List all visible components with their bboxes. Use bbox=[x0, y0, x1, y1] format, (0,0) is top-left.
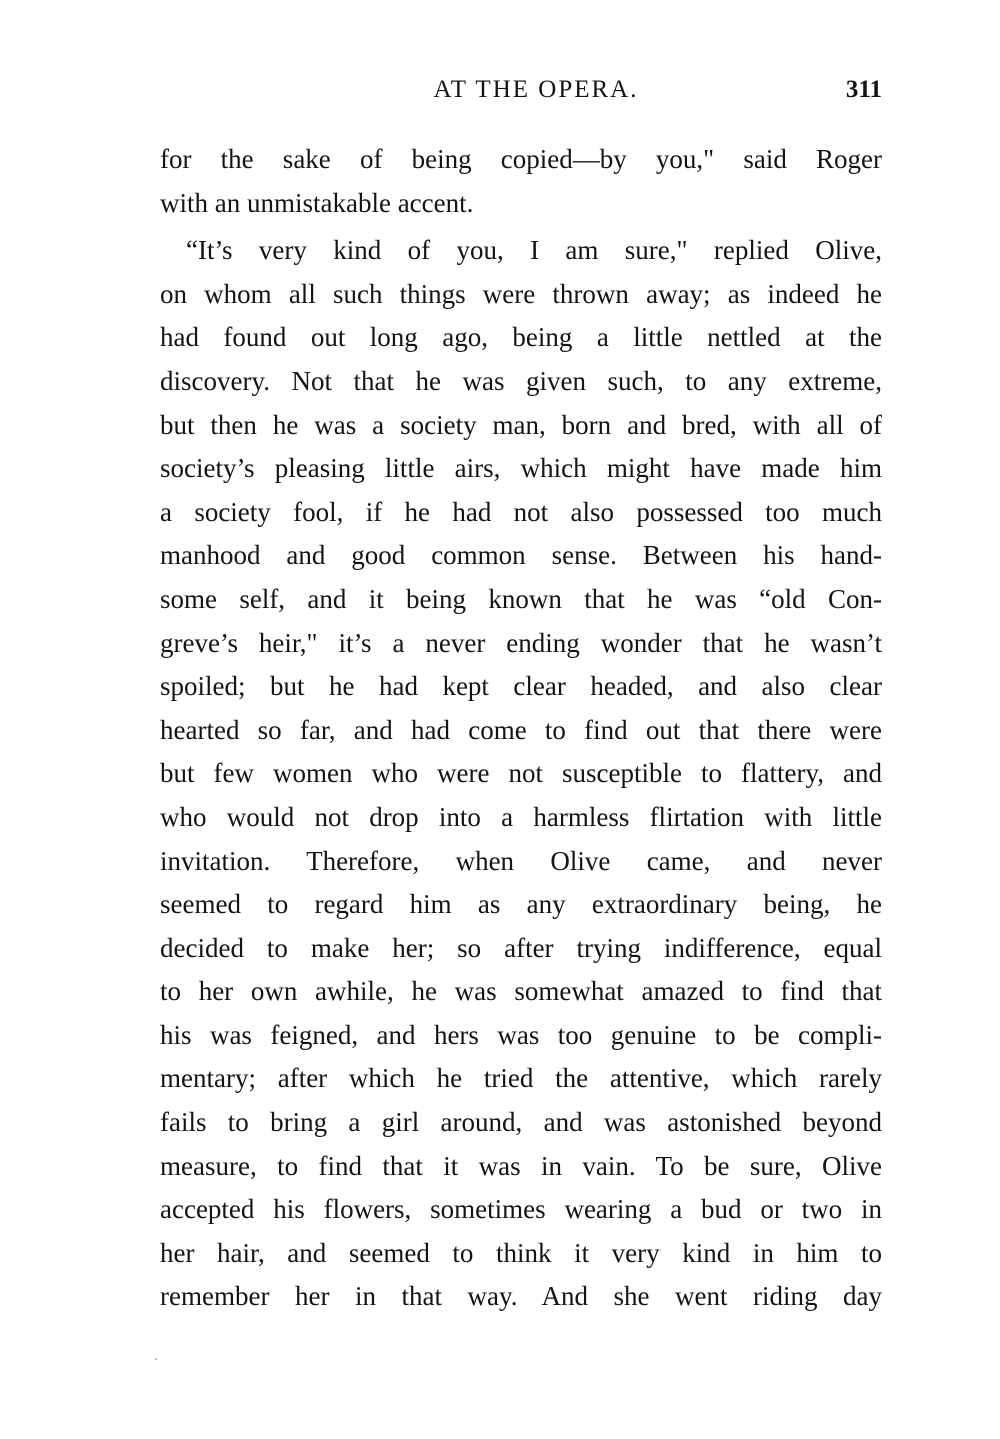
text-line: invitation. Therefore, when Olive came, and never bbox=[160, 845, 882, 876]
paper-speck bbox=[155, 1358, 157, 1360]
text-line: for the sake of being copied—by you," said Roger bbox=[160, 144, 882, 174]
text-line: a society fool, if he had not also possessed too much bbox=[160, 496, 882, 527]
paragraph bbox=[160, 138, 882, 225]
text-line: remember her in that way. And she went riding day bbox=[160, 1281, 882, 1312]
text-line: manhood and good common sense. Between his hand- bbox=[160, 540, 882, 571]
text-line: but then he was a society man, born and bred, with all of bbox=[160, 409, 882, 440]
text-line: accepted his flowers, sometimes wearing a bud or two in bbox=[160, 1194, 882, 1225]
text-line: discovery. Not that he was given such, to any extreme, bbox=[160, 365, 882, 396]
text-line: decided to make her; so after trying indifference, equal bbox=[160, 932, 882, 963]
text-line: greve’s heir," it’s a never ending wonder that he wasn’t bbox=[160, 627, 882, 658]
text-line: some self, and it being known that he was “old Con- bbox=[160, 583, 882, 614]
running-title: AT THE OPERA. bbox=[433, 76, 639, 103]
text-line: hearted so far, and had come to find out that there were bbox=[160, 714, 882, 745]
page-number: 311 bbox=[845, 76, 882, 103]
text-line: “It’s very kind of you, I am sure," replied Olive, bbox=[186, 235, 882, 266]
paragraph bbox=[160, 229, 882, 1319]
text-line: with an unmistakable accent. bbox=[160, 187, 474, 218]
text-line: seemed to regard him as any extraordinary being, he bbox=[160, 889, 882, 920]
text-line: spoiled; but he had kept clear headed, and also clear bbox=[160, 671, 882, 702]
text-line: to her own awhile, he was somewhat amazed to find that bbox=[160, 976, 882, 1007]
text-line: but few women who were not susceptible to flattery, and bbox=[160, 758, 882, 789]
text-line: fails to bring a girl around, and was astonished beyond bbox=[160, 1107, 882, 1138]
text-line: who would not drop into a harmless flirtation with little bbox=[160, 801, 882, 832]
text-line: had found out long ago, being a little nettled at the bbox=[160, 322, 882, 353]
page-header bbox=[160, 72, 882, 112]
text-line: on whom all such things were thrown away; as indeed he bbox=[160, 278, 882, 309]
text-line: his was feigned, and hers was too genuine to be compli- bbox=[160, 1019, 882, 1050]
text-line: mentary; after which he tried the attentive, which rarely bbox=[160, 1063, 882, 1094]
text-line: society’s pleasing little airs, which might have made him bbox=[160, 453, 882, 484]
text-line: her hair, and seemed to think it very kind in him to bbox=[160, 1237, 882, 1268]
body-text bbox=[160, 138, 882, 1319]
text-line: measure, to find that it was in vain. To be sure, Olive bbox=[160, 1150, 882, 1181]
